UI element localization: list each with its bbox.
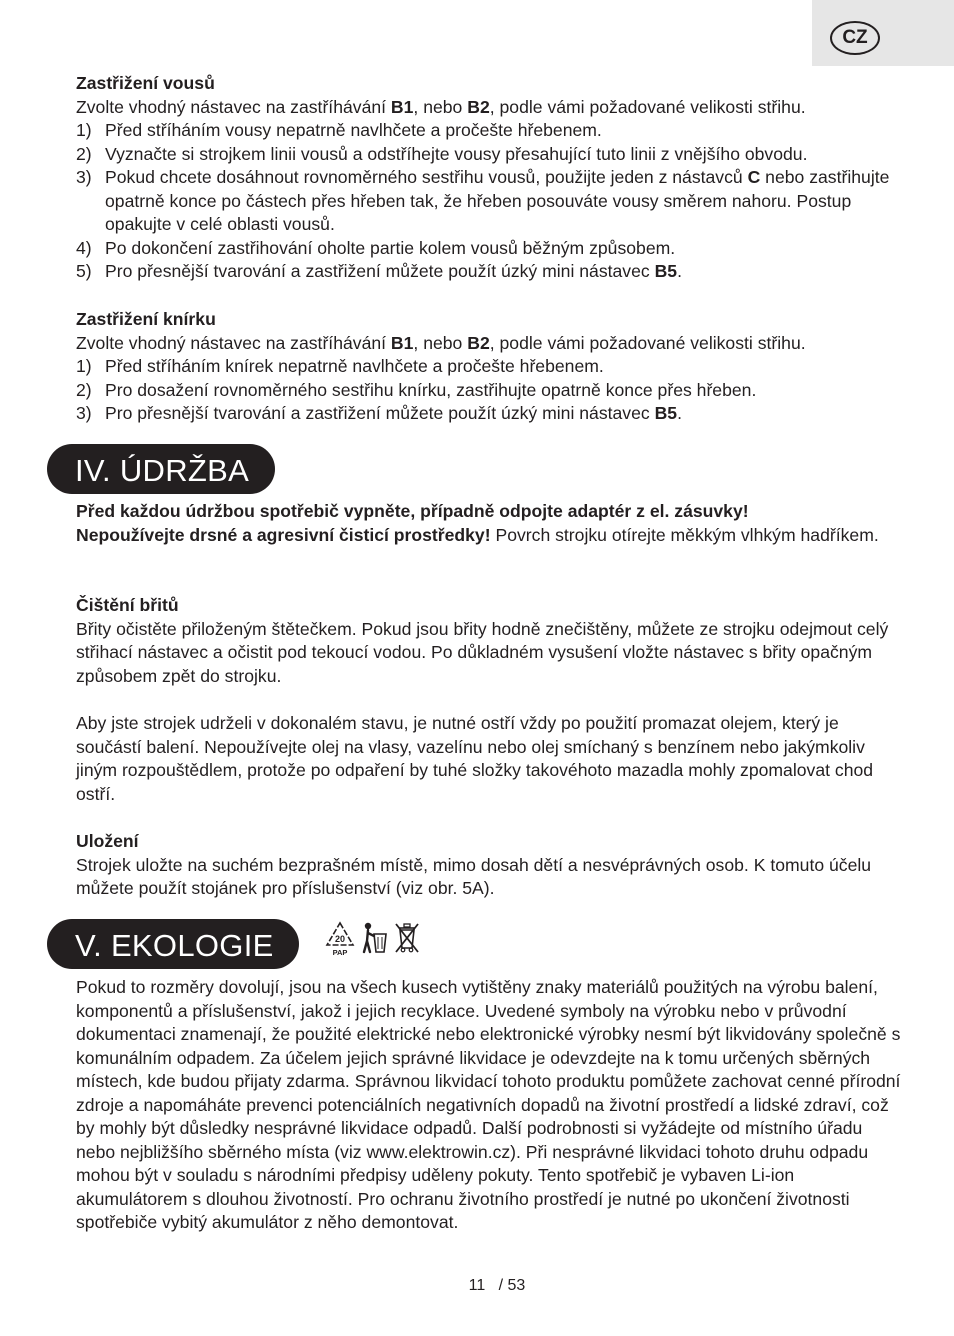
storage-section: [76, 830, 906, 901]
maintenance-warning: [76, 500, 906, 547]
list-item-text: [105, 402, 906, 426]
ecology-title-pill: [47, 919, 299, 969]
text-run: Pokud chcete dosáhnout rovnoměrného sestřihu vousů, použijte jeden z nástavců: [105, 167, 748, 187]
list-item-number: 1): [76, 356, 92, 376]
beard-heading: Zastřižení vousů: [76, 73, 215, 93]
text-run: nebo zastřihujte opatrně konce po částech přes hřeben tak, že hřeben posouváte vousy směrem nahoru. Postup opakujte v celé oblasti vousů.: [105, 167, 890, 234]
list-item-text: [105, 119, 906, 143]
language-badge: CZ: [830, 21, 880, 55]
moustache-intro: [76, 332, 906, 356]
list-item-number: 1): [76, 120, 92, 140]
moustache-steps: [76, 355, 906, 426]
beard-steps: [76, 119, 906, 284]
bold-run: B5: [654, 261, 678, 281]
oiling-paragraph: [76, 712, 876, 806]
maintenance-title: IV. ÚDRŽBA: [75, 453, 250, 488]
text-run: , podle vámi požadované velikosti střihu.: [489, 96, 806, 117]
list-item-number: 5): [76, 261, 92, 281]
maintenance-warning-line1: Před každou údržbou spotřebič vypněte, případně odpojte adaptér z el. zásuvky!: [76, 501, 749, 521]
bold-run: B5: [654, 403, 678, 423]
list-item: [76, 237, 906, 261]
beard-intro: [76, 96, 906, 120]
text-run: Zvolte vhodný nástavec na zastříhávání: [76, 96, 391, 117]
text-run: Pro přesnější tvarování a zastřižení můžete použít úzký mini nástavec: [105, 403, 655, 423]
recycle-code: 20: [334, 934, 346, 944]
list-item-number: 2): [76, 143, 92, 164]
bold-run: B1: [390, 96, 414, 117]
text-run: .: [677, 261, 682, 281]
crossed-bin-icon: [393, 921, 421, 955]
text-run: Před stříháním knírek nepatrně navlhčete a pročešte hřebenem.: [105, 356, 604, 376]
bold-run: C: [747, 167, 761, 187]
warning-bold: Nepoužívejte drsné a agresivní čisticí prostředky!: [76, 524, 491, 545]
list-item-text: [105, 237, 906, 261]
list-item: [76, 143, 906, 167]
list-item-number: 2): [76, 379, 92, 400]
blades-heading: Čištění břitů: [76, 595, 179, 615]
list-item: [76, 260, 906, 284]
list-item-text: [105, 355, 906, 379]
text-run: Po dokončení zastřihování oholte partie kolem vousů běžným způsobem.: [105, 237, 676, 258]
list-item-text: [105, 379, 906, 403]
moustache-heading: Zastřižení knírku: [76, 309, 216, 329]
blades-text: Břity očistěte přiloženým štětečkem. Pokud jsou břity hodně znečištěny, můžete ze strojku odejmout celý střihací nástavec a očistit pod tekoucí vodou. Po důkladném vysušení vložte nástavec s břity opačným způsobem zpět do strojku.: [76, 618, 889, 686]
text-run: Pro přesnější tvarování a zastřižení můžete použít úzký mini nástavec: [105, 261, 655, 281]
blade-cleaning-section: [76, 594, 906, 688]
oil-text: Aby jste strojek udrželi v dokonalém stavu, je nutné ostří vždy po použití promazat olejem, který je součástí balení. Nepoužívejte olej na vlasy, vazelínu nebo olej smíchaný s benzínem nebo jakýmkoliv jiným rozpouštědlem, protože po odpaření by tuhé složky takovéhoto mazadla mohly zpomalovat chod ostří.: [76, 713, 874, 804]
list-item-text: [105, 143, 906, 167]
ecology-paragraph: [76, 976, 906, 1235]
moustache-trimming-section: [76, 308, 906, 426]
text-run: Před stříháním vousy nepatrně navlhčete a pročešte hřebenem.: [105, 120, 602, 140]
tidyman-icon: [359, 921, 389, 955]
ecology-icons: [325, 921, 421, 957]
recycle-label: PAP: [332, 948, 348, 957]
storage-heading: Uložení: [76, 831, 139, 851]
list-item: [76, 166, 906, 237]
list-item-number: 3): [76, 167, 92, 187]
text-run: Zvolte vhodný nástavec na zastříhávání: [76, 332, 391, 353]
list-item-number: 4): [76, 237, 92, 258]
ecology-text: Pokud to rozměry dovolují, jsou na všech kusech vytištěny znaky materiálů použitých na výrobu balení, komponentů a příslušenství, jakož i jejich recyklace. Uvedené symboly na výrobku nebo v průvodní dokumentaci znamenají, že použité elektrické nebo elektronické výrobky nesmí být likvidovány společně s komunálním odpadem. Za účelem jejich správné likvidace je odevzdejte na k tomu určených sběrných místech, kde budou přijaty zdarma. Správnou likvidací tohoto produktu pomůžete zachovat cenné přírodní zdroje a napomáháte prevenci potenciálních negativních dopadů na životní prostředí a lidské zdraví, což by mohly být důsledky nesprávné likvidace odpadů. Další podrobnosti si vyžádejte od místního úřadu nebo nejbližšího sběrného místa (viz www.elektrowin.cz). Při nesprávné likvidaci tohoto druhu odpadu mohou být v souladu s národními předpisy uděleny pokuty. Tento spotřebič je vybaven Li-ion akumulátorem s dlouhou životností. Pro ochranu životního prostředí je nutné po ukončení životnosti spotřebiče vybitý akumulátor z něho demontovat.: [76, 977, 901, 1232]
ecology-title: V. EKOLOGIE: [75, 928, 274, 963]
beard-trimming-section: [76, 72, 906, 284]
text-run: , podle vámi požadované velikosti střihu.: [489, 332, 806, 353]
list-item: [76, 119, 906, 143]
bold-run: B1: [390, 332, 414, 353]
list-item-text: [105, 260, 906, 284]
list-item: [76, 402, 906, 426]
maintenance-title-pill: [47, 444, 275, 494]
list-item: [76, 355, 906, 379]
list-item-number: 3): [76, 403, 92, 423]
page-number-row: [0, 1277, 954, 1295]
text-run: Vyznačte si strojkem linii vousů a odstříhejte vousy přesahující tuto linii z vnějšího obvodu.: [105, 143, 808, 164]
warning-rest: Povrch strojku otírejte měkkým vlhkým hadříkem.: [490, 524, 879, 545]
language-tab: [812, 0, 954, 66]
text-run: .: [677, 403, 682, 423]
bold-run: B2: [467, 332, 490, 353]
text-run: , nebo: [413, 332, 468, 353]
text-run: Pro dosažení rovnoměrného sestřihu knírku, zastřihujte opatrně konce přes hřeben.: [105, 379, 757, 400]
list-item: [76, 379, 906, 403]
bold-run: B2: [467, 96, 490, 117]
page-number: 11 / 53: [468, 1277, 526, 1294]
text-run: , nebo: [413, 96, 468, 117]
maintenance-warning-line2: [76, 524, 906, 548]
storage-text: Strojek uložte na suchém bezprašném místě, mimo dosah dětí a nesvéprávných osob. K tomuto účelu můžete použít stojánek pro příslušenství (viz obr. 5A).: [76, 854, 872, 898]
list-item-text: [105, 166, 906, 237]
recycling-20-pap-icon: [325, 921, 355, 957]
